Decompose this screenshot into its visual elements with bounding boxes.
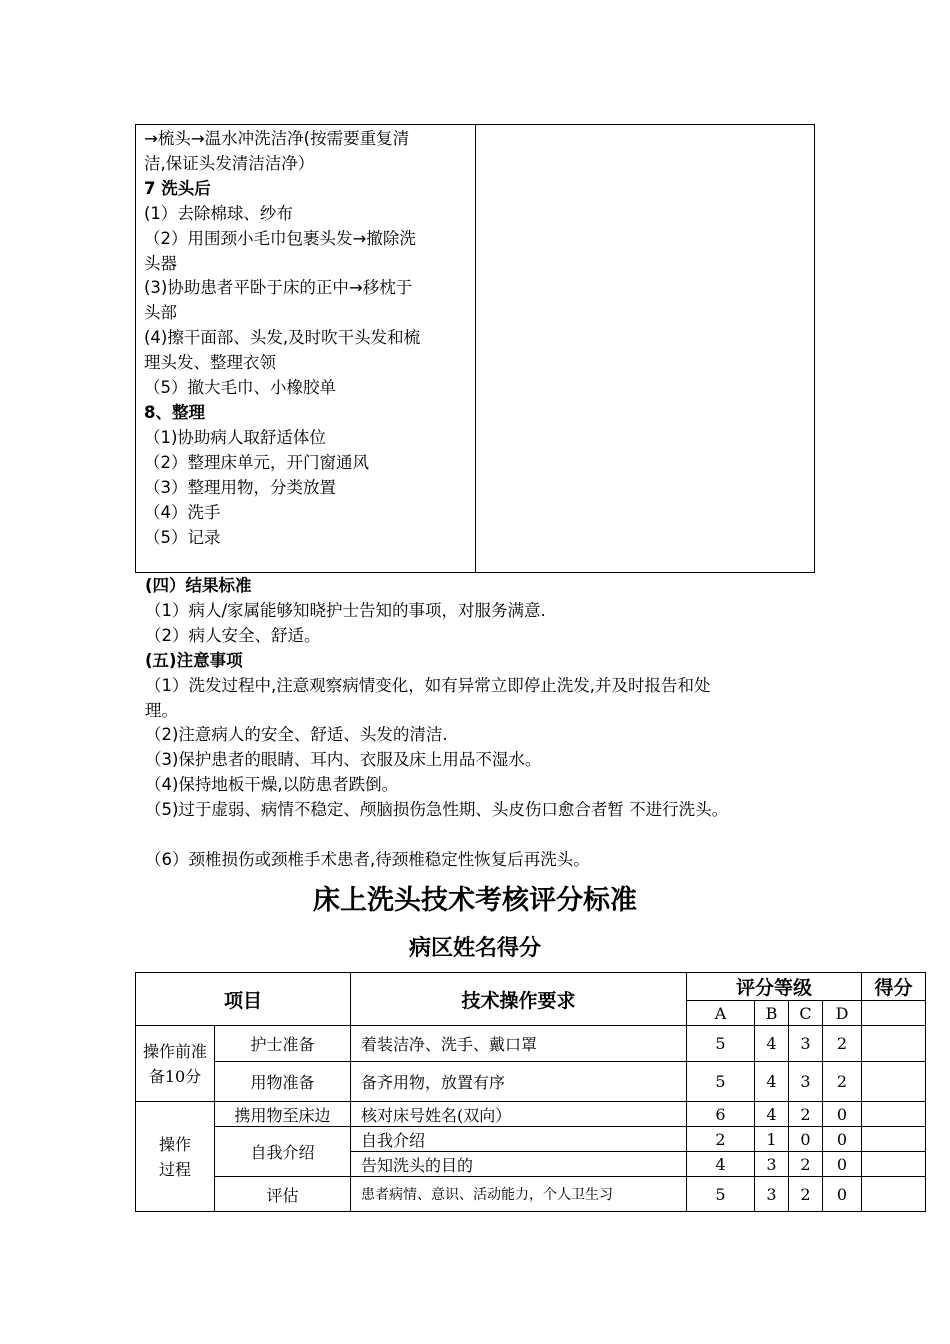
row-a: 5 bbox=[687, 1062, 755, 1102]
step-line: （2）用围颈小毛巾包裹头发→撤除洗 bbox=[144, 228, 416, 248]
row-d: 0 bbox=[823, 1152, 862, 1177]
row-requirement: 患者病情、意识、活动能力，个人卫生习 bbox=[351, 1177, 687, 1212]
column-divider bbox=[475, 125, 476, 572]
row-item: 携用物至床边 bbox=[215, 1102, 351, 1127]
step-line: 理头发、整理衣领 bbox=[144, 353, 276, 373]
score-cell bbox=[862, 1127, 926, 1152]
step-line: （3）整理用物，分类放置 bbox=[144, 477, 336, 497]
step-line: (3)协助患者平卧于床的正中→移枕于 bbox=[144, 278, 413, 298]
row-c: 3 bbox=[789, 1062, 823, 1102]
row-requirement: 自我介绍 bbox=[351, 1127, 687, 1152]
step-line: 头部 bbox=[144, 303, 177, 323]
row-d: 0 bbox=[823, 1177, 862, 1212]
result-item: （1）病人/家属能够知晓护士告知的事项，对服务满意. bbox=[145, 600, 546, 620]
procedure-steps bbox=[144, 127, 472, 550]
row-requirement: 告知洗头的目的 bbox=[351, 1152, 687, 1177]
score-cell bbox=[862, 1177, 926, 1212]
score-cell bbox=[862, 1152, 926, 1177]
row-b: 3 bbox=[755, 1177, 789, 1212]
note-item: （6）颈椎损伤或颈椎手术患者,待颈椎稳定性恢复后再洗头。 bbox=[145, 850, 590, 870]
table-row bbox=[136, 1062, 926, 1102]
row-a: 5 bbox=[687, 1177, 755, 1212]
step-heading: 7 洗头后 bbox=[144, 178, 211, 198]
row-b: 4 bbox=[755, 1102, 789, 1127]
header-item: 项目 bbox=[136, 973, 351, 1026]
row-d: 2 bbox=[823, 1062, 862, 1102]
note-item: （3)保护患者的眼睛、耳内、衣服及床上用品不湿水。 bbox=[145, 750, 542, 770]
row-item: 评估 bbox=[215, 1177, 351, 1212]
step-line: （5）撤大毛巾、小橡胶单 bbox=[144, 378, 336, 398]
note-item: 理。 bbox=[145, 700, 178, 720]
score-cell bbox=[862, 1001, 926, 1026]
row-c: 2 bbox=[789, 1177, 823, 1212]
row-b: 1 bbox=[755, 1127, 789, 1152]
scoring-table bbox=[135, 972, 926, 1212]
group-process-label: 操作过程 bbox=[136, 1102, 215, 1212]
note-item: （1）洗发过程中,注意观察病情变化，如有异常立即停止洗发,并及时报告和处 bbox=[145, 675, 711, 695]
row-b: 3 bbox=[755, 1152, 789, 1177]
header-grade: 评分等级 bbox=[687, 973, 862, 1001]
grade-a: A bbox=[687, 1001, 755, 1026]
result-standard-heading: (四）结果标准 bbox=[145, 576, 252, 595]
page-title: 床上洗头技术考核评分标准 bbox=[313, 885, 637, 916]
result-notes-section bbox=[145, 574, 835, 873]
step-line: （5）记录 bbox=[144, 527, 221, 547]
row-item: 自我介绍 bbox=[215, 1127, 351, 1177]
row-c: 3 bbox=[789, 1026, 823, 1062]
step-line: 头器 bbox=[144, 253, 177, 273]
row-a: 4 bbox=[687, 1152, 755, 1177]
row-a: 5 bbox=[687, 1026, 755, 1062]
score-cell bbox=[862, 1026, 926, 1062]
header-score: 得分 bbox=[862, 973, 926, 1001]
row-a: 2 bbox=[687, 1127, 755, 1152]
note-item: （5)过于虚弱、病情不稳定、颅脑损伤急性期、头皮伤口愈合者暂 不进行洗头。 bbox=[145, 800, 729, 820]
step-line: (4)擦干面部、头发,及时吹干头发和梳 bbox=[144, 328, 421, 348]
grade-d: D bbox=[823, 1001, 862, 1026]
group-prep-label: 操作前准备10分 bbox=[136, 1026, 215, 1102]
row-b: 4 bbox=[755, 1026, 789, 1062]
grade-c: C bbox=[789, 1001, 823, 1026]
procedure-box bbox=[135, 124, 815, 573]
step-line: （4）洗手 bbox=[144, 502, 221, 522]
row-c: 2 bbox=[789, 1102, 823, 1127]
table-row bbox=[136, 1102, 926, 1127]
row-item: 用物准备 bbox=[215, 1062, 351, 1102]
table-row bbox=[136, 1026, 926, 1062]
row-d: 0 bbox=[823, 1127, 862, 1152]
row-d: 0 bbox=[823, 1102, 862, 1127]
table-row bbox=[136, 1177, 926, 1212]
row-requirement: 核对床号姓名(双向） bbox=[351, 1102, 687, 1127]
table-row bbox=[136, 1127, 926, 1152]
step-line: →梳头→温水冲洗洁净(按需要重复清 bbox=[144, 129, 410, 148]
header-requirement: 技术操作要求 bbox=[351, 973, 687, 1026]
grade-b: B bbox=[755, 1001, 789, 1026]
step-line: （2）整理床单元，开门窗通风 bbox=[144, 452, 369, 472]
step-heading: 8、整理 bbox=[144, 402, 205, 422]
notes-heading: (五)注意事项 bbox=[145, 650, 243, 670]
step-line: 洁,保证头发清洁洁净） bbox=[144, 153, 315, 173]
row-d: 2 bbox=[823, 1026, 862, 1062]
row-c: 0 bbox=[789, 1127, 823, 1152]
result-item: （2）病人安全、舒适。 bbox=[145, 625, 321, 645]
score-cell bbox=[862, 1102, 926, 1127]
row-b: 4 bbox=[755, 1062, 789, 1102]
row-a: 6 bbox=[687, 1102, 755, 1127]
row-requirement: 着装洁净、洗手、戴口罩 bbox=[351, 1026, 687, 1062]
note-item: （4)保持地板干燥,以防患者跌倒。 bbox=[145, 775, 399, 795]
row-item: 护士准备 bbox=[215, 1026, 351, 1062]
step-line: （1)协助病人取舒适体位 bbox=[144, 427, 326, 447]
row-c: 2 bbox=[789, 1152, 823, 1177]
page-subtitle: 病区姓名得分 bbox=[408, 936, 541, 961]
row-requirement: 备齐用物，放置有序 bbox=[351, 1062, 687, 1102]
note-item: （2)注意病人的安全、舒适、头发的清洁. bbox=[145, 725, 448, 745]
score-cell bbox=[862, 1062, 926, 1102]
step-line: (1）去除棉球、纱布 bbox=[144, 203, 293, 223]
